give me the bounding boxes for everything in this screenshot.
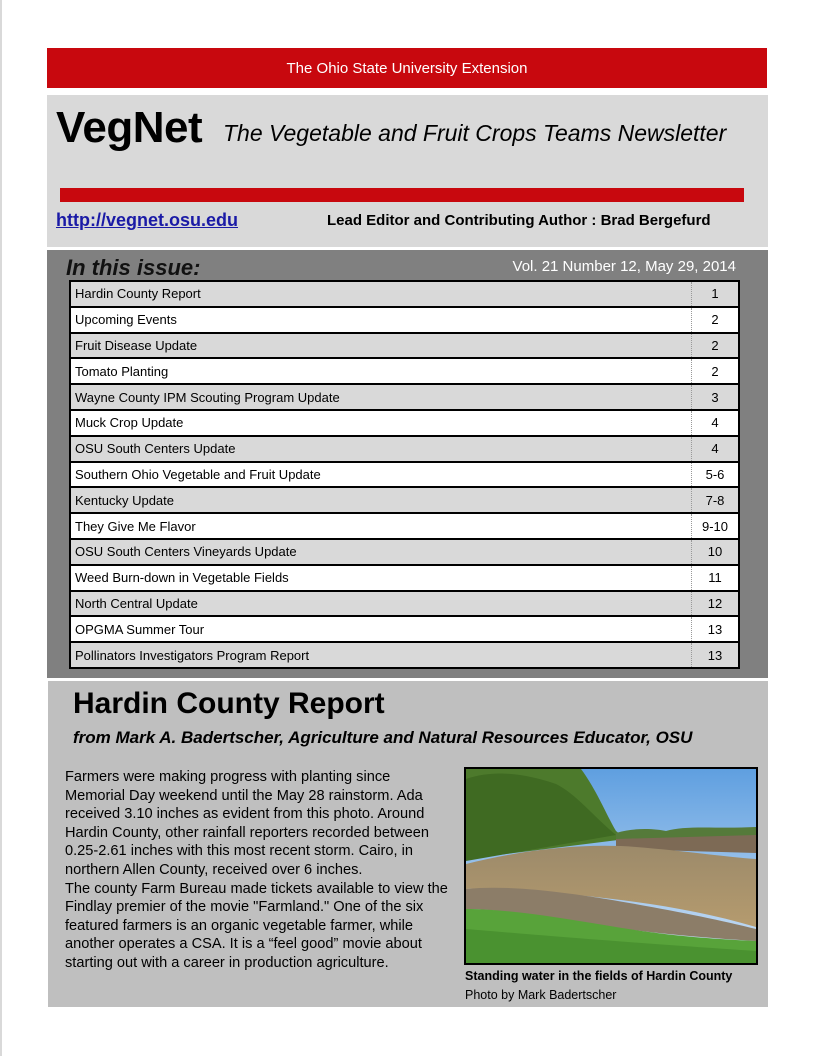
toc-page-number: 10	[692, 539, 740, 565]
article-body	[65, 768, 449, 973]
toc-page-number: 4	[692, 436, 740, 462]
toc-row	[70, 591, 739, 617]
header-divider	[60, 188, 744, 202]
toc-page-number: 2	[692, 333, 740, 359]
toc-row	[70, 539, 739, 565]
toc-row	[70, 642, 739, 668]
toc-page-number: 13	[692, 616, 740, 642]
page-edge	[0, 0, 2, 1056]
banner-text: The Ohio State University Extension	[286, 59, 528, 77]
toc-row	[70, 616, 739, 642]
toc-article-title: Tomato Planting	[70, 358, 692, 384]
toc-page-number: 1	[692, 281, 740, 307]
flooded-field-photo	[464, 767, 758, 965]
in-this-issue-heading: In this issue:	[66, 255, 201, 280]
toc-article-title: OPGMA Summer Tour	[70, 616, 692, 642]
toc-row	[70, 513, 739, 539]
osu-extension-banner	[47, 48, 767, 88]
toc-article-title: Upcoming Events	[70, 307, 692, 333]
toc-row	[70, 307, 739, 333]
photo-caption: Standing water in the fields of Hardin County	[465, 969, 733, 983]
article-paragraph: The county Farm Bureau made tickets available to view the Findlay premier of the movie "Farmland." One of the six featured farmers is an organic vegetable farmer, while another operates a CSA. It is a “feel good” movie about starting out with a career in production agriculture.	[65, 880, 448, 971]
toc-row	[70, 358, 739, 384]
volume-issue-date: Vol. 21 Number 12, May 29, 2014	[512, 258, 736, 275]
toc-article-title: Pollinators Investigators Program Report	[70, 642, 692, 668]
toc-page-number: 11	[692, 565, 740, 591]
toc-article-title: They Give Me Flavor	[70, 513, 692, 539]
toc-article-title: OSU South Centers Vineyards Update	[70, 539, 692, 565]
toc-page-number: 7-8	[692, 487, 740, 513]
flooded-field-illustration	[466, 769, 756, 963]
toc-row	[70, 462, 739, 488]
toc-page-number: 13	[692, 642, 740, 668]
toc-row	[70, 384, 739, 410]
toc-page-number: 4	[692, 410, 740, 436]
toc-article-title: Muck Crop Update	[70, 410, 692, 436]
toc-article-title: OSU South Centers Update	[70, 436, 692, 462]
toc-page-number: 3	[692, 384, 740, 410]
article-byline: from Mark A. Badertscher, Agriculture and Natural Resources Educator, OSU	[73, 728, 693, 747]
toc-page-number: 2	[692, 307, 740, 333]
toc-article-title: Kentucky Update	[70, 487, 692, 513]
toc-page-number: 9-10	[692, 513, 740, 539]
toc-article-title: North Central Update	[70, 591, 692, 617]
toc-row	[70, 281, 739, 307]
toc-article-title: Fruit Disease Update	[70, 333, 692, 359]
newsletter-tagline: The Vegetable and Fruit Crops Teams Newsletter	[223, 120, 727, 146]
article-headline: Hardin County Report	[73, 687, 385, 720]
toc-page-number: 5-6	[692, 462, 740, 488]
photo-credit: Photo by Mark Badertscher	[465, 988, 617, 1002]
toc-row	[70, 410, 739, 436]
lead-editor-credit: Lead Editor and Contributing Author : Brad Bergefurd	[327, 212, 711, 229]
hardin-county-article	[48, 681, 768, 1007]
toc-row	[70, 436, 739, 462]
toc-article-title: Southern Ohio Vegetable and Fruit Update	[70, 462, 692, 488]
toc-row	[70, 487, 739, 513]
vegnet-website-link[interactable]: http://vegnet.osu.edu	[56, 210, 238, 230]
in-this-issue-panel	[47, 250, 768, 678]
article-paragraph: Farmers were making progress with planting since Memorial Day weekend until the May 28 rainstorm. Ada received 3.10 inches as evident from this photo. Around Hardin County, other rainfall reporters recorded between 0.25-2.61 inches with this most recent storm. Cairo, in northern Allen County, received over 6 inches.	[65, 769, 429, 878]
table-of-contents	[69, 280, 740, 669]
toc-article-title: Hardin County Report	[70, 281, 692, 307]
toc-row	[70, 565, 739, 591]
toc-page-number: 2	[692, 358, 740, 384]
toc-row	[70, 333, 739, 359]
toc-article-title: Weed Burn-down in Vegetable Fields	[70, 565, 692, 591]
newsletter-title: VegNet	[56, 103, 203, 152]
toc-page-number: 12	[692, 591, 740, 617]
toc-article-title: Wayne County IPM Scouting Program Update	[70, 384, 692, 410]
